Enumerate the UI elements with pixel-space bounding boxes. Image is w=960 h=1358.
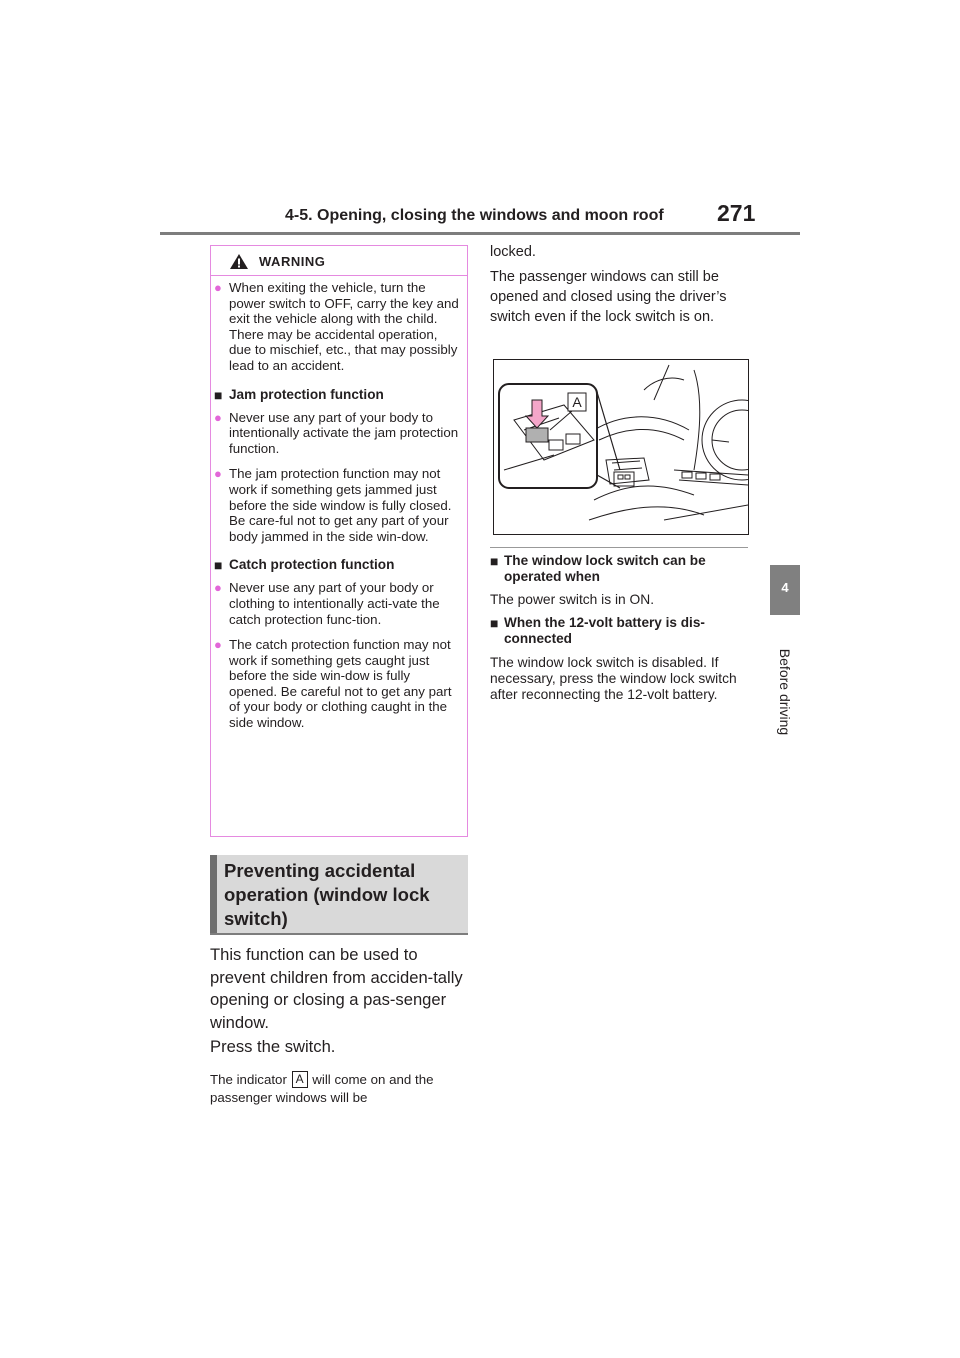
warning-item: ● Never use any part of your body to intentionally activate the jam protection function. [214,409,459,456]
door-panel-drawing [494,360,748,534]
indicator-note-continued: locked. [490,244,536,260]
square-bullet-icon: ■ [214,386,223,403]
subsection-text: The window lock switch is disabled. If necessary, press the window lock switch after reconnecting the 12-volt battery. [490,655,737,702]
subsection-heading: ■ When the 12-volt battery is dis-connected [490,615,705,646]
subsection-divider [490,547,748,548]
bullet-icon: ● [214,466,222,482]
warning-item: ● Never use any part of your body or clothing to intentionally acti-vate the catch protection func-tion. [214,580,440,627]
bullet-icon: ● [214,409,222,425]
section-intro: This function can be used to prevent children from acciden-tally opening or closing a pas-senger window. [210,945,463,1032]
page-number: 271 [717,200,756,226]
warning-triangle-icon [229,253,249,270]
square-bullet-icon: ■ [214,557,223,574]
chapter-side-label-text: Before driving [777,648,793,736]
warning-item: ● The jam protection function may not work if something gets jammed just before the side window is fully closed. Be care-ful not to get any part of your body jammed in the side win-dow. [214,466,452,544]
warning-header [211,246,467,276]
chapter-title: 4-5. Opening, closing the windows and moon roof [285,207,664,224]
section-divider [210,933,468,935]
square-bullet-icon: ■ [490,553,499,569]
instruction-step: Press the switch. [210,1037,336,1056]
header-divider [160,232,800,235]
indicator-note: The indicator A will come on and the passenger windows will be [210,1072,434,1105]
chapter-tab [770,565,800,615]
warning-item: ● When exiting the vehicle, turn the power switch to OFF, carry the key and exit the vehicle along with the child. There may be accidental operation, due to mischief, etc., that may possibly lead to an accident. [214,280,459,373]
callout-label-a: A [292,1071,308,1088]
section-heading-box [210,855,468,933]
chapter-tab-number: 4 [781,580,789,595]
bullet-icon: ● [214,580,222,596]
passenger-window-note: The passenger windows can still be opened and closed using the driver’s switch even if the lock switch is on. [490,269,727,325]
bullet-icon: ● [214,280,222,295]
section-heading-bar [210,855,217,933]
section-title: Preventing accidental operation (window lock switch) [224,860,430,929]
subsection-heading: ■ The window lock switch can be operated when [490,553,706,584]
bullet-icon: ● [214,637,222,653]
subsection-text: The power switch is in ON. [490,592,655,607]
page-header [160,200,800,234]
window-lock-switch-illustration [493,359,749,535]
illustration-callout-a: A [572,394,582,410]
square-bullet-icon: ■ [490,615,499,631]
warning-subheading: ■ Jam protection function [214,386,384,403]
warning-box [210,245,468,837]
warning-title: WARNING [259,254,326,269]
warning-subheading: ■ Catch protection function [214,557,395,574]
warning-item: ● The catch protection function may not work if something gets caught just before the side win-dow is fully opened. Be careful not to get any part of your body or clothing caught in the side window. [214,637,452,731]
